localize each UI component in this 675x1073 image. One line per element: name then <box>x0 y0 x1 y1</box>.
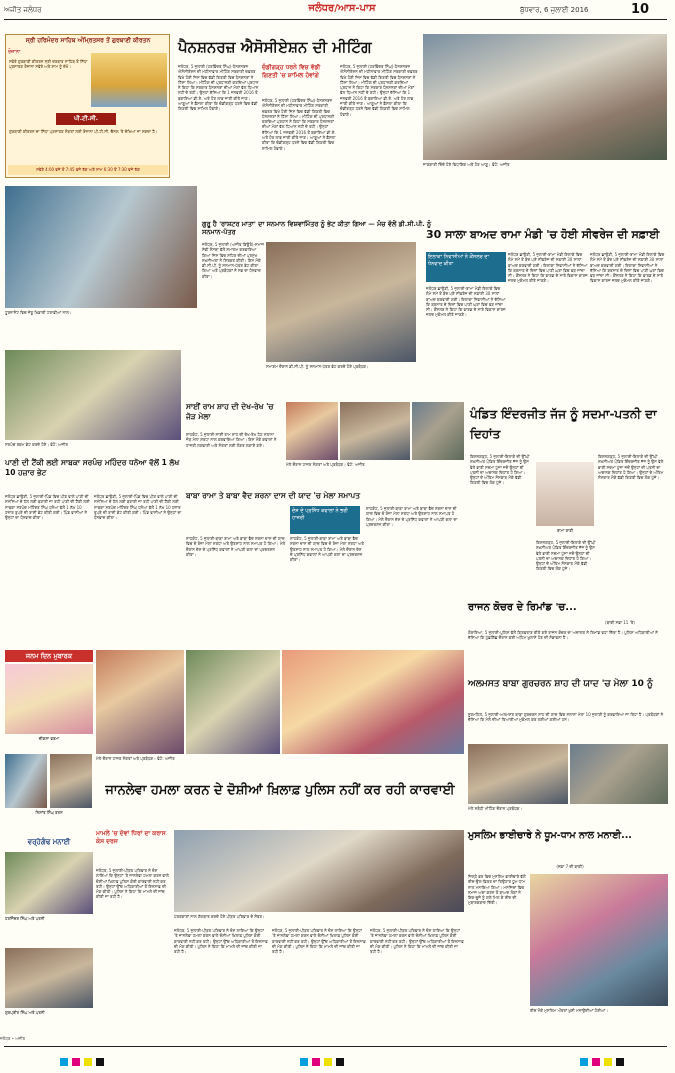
story10-caption: ਪੱਤਰਕਾਰਾਂ ਨਾਲ ਗੱਲਬਾਤ ਕਰਦੇ ਹੋਏ ਪੀੜਤ ਪਰਿਵਾਰ ਦੇ ਮੈਂਬਰ। <box>174 914 265 919</box>
story6-body-col1: ਸ਼ਾਹਕੋਟ, 5 ਜੁਲਾਈ-ਬਾਬਾ ਰਾਮਾ ਅਤੇ ਬਾਬਾ ਵੈਦ ਸ਼ਰਨਾ ਦਾਸ ਦੀ ਯਾਦ ਵਿਚ ਦੋ ਰੋਜ਼ਾ ਮੇਲਾ ਸ਼ਰਧਾ ਅਤੇ ਉਤਸ਼ਾਹ ਨਾਲ ਸਮਾਪਤ ਹੋ ਗਿਆ। ਮੇਲੇ ਦੌਰਾਨ ਦੇਸ਼ ਦੇ ਪ੍ਰਸਿੱਧ ਕਵਾਲਾਂ ਨੇ ਆਪਣੀ ਕਲਾ ਦਾ ਪ੍ਰਦਰਸ਼ਨ ਕੀਤਾ। <box>186 536 287 557</box>
story6-photo-2 <box>340 402 410 460</box>
story1-photo <box>423 34 667 160</box>
story2-caption: ਸਮਾਗਮ ਦੌਰਾਨ ਡੀ.ਸੀ.ਪੀ. ਨੂੰ ਸਨਮਾਨ-ਪੱਤਰ ਭੇਟ ਕਰਦੇ ਹੋਏ ਪ੍ਰਬੰਧਕ। <box>266 364 369 369</box>
side-footer: ਜਲੰਧਰ • ਅਜੀਤ <box>0 1036 26 1041</box>
story7-photo-caption: ਰਾਮਾ ਰਾਣੀ <box>536 528 594 536</box>
tennis-caption: ਟੂਰਨਾਮੈਂਟ ਵਿਚ ਜੇਤੂ ਖਿਡਾਰੀ ਟਰਾਫ਼ੀਆਂ ਨਾਲ। <box>5 310 72 315</box>
birthday-caption-1: ਦੀਕਸ਼ਾ ਵਰਮਾ <box>5 736 93 746</box>
reg-yellow-2 <box>324 1058 332 1066</box>
reg-magenta <box>72 1058 80 1066</box>
almast-photo-2 <box>570 744 668 804</box>
kirtan-text-1: ਸਵੇਰੇ ਗੁਰਬਾਣੀ ਕੀਰਤਨ ਸ੍ਰੀ ਦਰਬਾਰ ਸਾਹਿਬ ਤੋਂ ਸਿੱਧਾ ਪ੍ਰਸਾਰਣ ਰੋਜ਼ਾਨਾ ਸਵੇਰੇ ਅਤੇ ਸ਼ਾਮ ਨੂੰ ਦੇਖੋ। <box>9 59 89 70</box>
golden-temple-image <box>91 53 167 107</box>
story3-headline: 30 ਸਾਲਾ ਬਾਅਦ ਰਾਮਾ ਮੰਡੀ 'ਚ ਹੋਈ ਸੀਵਰੇਜ ਦੀ ਸਫ਼ਾਈ <box>426 228 660 241</box>
anniversary-caption-2: ਗੁਰਪ੍ਰੀਤ ਸਿੰਘ ਅਤੇ ਪਤਨੀ <box>5 1010 93 1034</box>
header-section-title: ਜਲੰਧਰ/ਆਸ-ਪਾਸ <box>308 3 376 14</box>
kirtan-sub: ਰੋਜ਼ਾਨਾ <box>8 49 21 55</box>
birthday-photo-2a <box>5 754 47 808</box>
almast-photo-1 <box>468 744 568 804</box>
birthday-caption-2: ਨਿਸ਼ਾਂਤ ਸਿੰਘ ਰਤਨ <box>5 810 93 822</box>
mela-strip-caption: ਮੇਲੇ ਦੌਰਾਨ ਹਾਜ਼ਰ ਸੰਗਤਾਂ ਅਤੇ ਪ੍ਰਬੰਧਕ। ਫੋਟੋ: ਅਜੀਤ <box>96 756 175 761</box>
eid-sub: (ਸਫ਼ਾ 7 ਦੀ ਬਾਕੀ) <box>556 864 584 869</box>
story6-caption: ਮੇਲੇ ਦੌਰਾਨ ਹਾਜ਼ਰ ਸੰਗਤਾਂ ਅਤੇ ਪ੍ਰਬੰਧਕ। ਫੋਟੋ: ਅਜੀਤ <box>286 462 365 467</box>
birthday-title: ਜਨਮ ਦਿਨ ਮੁਬਾਰਕ <box>5 650 93 662</box>
story1-body-col1: ਜਲੰਧਰ, 5 ਜੁਲਾਈ (ਹਰਵਿੰਦਰ ਸਿੰਘ)-ਪੈਨਸ਼ਨਰਜ਼ ਐਸੋਸੀਏਸ਼ਨ ਦੀ ਮਹੀਨਾਵਾਰ ਮੀਟਿੰਗ ਸਰਕਾਰੀ ਦਫ਼ਤਰ ਵਿਖੇ ਹੋਈ ਜਿਸ ਵਿਚ ਵੱਡੀ ਗਿਣਤੀ ਵਿਚ ਪੈਨਸ਼ਨਰਾਂ ਨੇ ਹਿੱਸਾ ਲਿਆ। ਮੀਟਿੰਗ ਦੀ ਪ੍ਰਧਾਨਗੀ ਕਰਦਿਆਂ ਪ੍ਰਧਾਨ ਨੇ ਕਿਹਾ ਕਿ ਸਰਕਾਰ ਪੈਨਸ਼ਨਰਾਂ ਦੀਆਂ ਮੰਗਾਂ ਵੱਲ ਧਿਆਨ ਨਹੀਂ ਦੇ ਰਹੀ। ਉਨ੍ਹਾਂ ਦੱਸਿਆ ਕਿ 1 ਜਨਵਰੀ 2016 ਤੋਂ ਬਕਾਇਆ ਡੀ.ਏ. ਅਤੇ ਹੋਰ ਲਾਭ ਜਾਰੀ ਕੀਤੇ ਜਾਣ। ਆਗੂਆਂ ਨੇ ਫ਼ੈਸਲਾ ਕੀਤਾ ਕਿ ਚੰਡੀਗੜ੍ਹ ਧਰਨੇ ਵਿਚ ਵੱਡੀ ਗਿਣਤੀ ਵਿਚ ਸ਼ਾਮਿਲ ਹੋਵਾਂਗੇ। <box>178 64 260 112</box>
reg-yellow <box>84 1058 92 1066</box>
story6-sub: ਦੇਸ਼ ਦੇ ਪ੍ਰਸਿੱਧ ਕਵਾਲਾਂ ਨੇ ਭਰੀ ਹਾਜ਼ਰੀ <box>290 506 360 534</box>
story7-body-col1: ਕਿਸ਼ਨਗੜ੍ਹ, 5 ਜੁਲਾਈ-ਇਲਾਕੇ ਦੀ ਉੱਘੀ ਸ਼ਖ਼ਸੀਅਤ ਪੰਡਿਤ ਇੰਦਰਜੀਤ ਜੱਜ ਨੂੰ ਉਸ ਵੇਲੇ ਭਾਰੀ ਸਦਮਾ ਪੁੱਜਾ ਜਦੋਂ ਉਨ੍ਹਾਂ ਦੀ ਪਤਨੀ ਦਾ ਅਚਾਨਕ ਦਿਹਾਂਤ ਹੋ ਗਿਆ। ਉਨ੍ਹਾਂ ਦੇ ਅੰਤਿਮ ਸੰਸਕਾਰ ਮੌਕੇ ਵੱਡੀ ਗਿਣਤੀ ਵਿਚ ਲੋਕ ਪੁੱਜੇ। <box>470 454 531 486</box>
anniversary-caption-1: ਹਰਜਿੰਦਰ ਸਿੰਘ ਅਤੇ ਪਤਨੀ <box>5 916 93 938</box>
story4-caption: ਸਰਪੰਚ ਰਕਮ ਭੇਟ ਕਰਦੇ ਹੋਏ। ਫੋਟੋ: ਅਜੀਤ <box>5 442 68 447</box>
story3-body-col1: ਜਲੰਧਰ ਛਾਉਣੀ, 5 ਜੁਲਾਈ-ਰਾਮਾ ਮੰਡੀ ਇਲਾਕੇ ਵਿਚ ਲੰਮੇ ਸਮੇਂ ਤੋਂ ਬੰਦ ਪਏ ਸੀਵਰੇਜ ਦੀ ਸਫ਼ਾਈ 30 ਸਾਲਾਂ ਬਾਅਦ ਕਰਵਾਈ ਗਈ। ਇਲਾਕਾ ਨਿਵਾਸੀਆਂ ਨੇ ਦੱਸਿਆ ਕਿ ਬਰਸਾਤ ਦੇ ਦਿਨਾਂ ਵਿਚ ਪਾਣੀ ਘਰਾਂ ਵਿਚ ਵੜ ਜਾਂਦਾ ਸੀ। ਕੌਂਸਲਰ ਨੇ ਕਿਹਾ ਕਿ ਵਾਰਡ ਦੇ ਸਾਰੇ ਵਿਕਾਸ ਕਾਰਜ ਜਲਦ ਮੁਕੰਮਲ ਕੀਤੇ ਜਾਣਗੇ। <box>426 286 507 318</box>
story3-body-col3: ਜਲੰਧਰ ਛਾਉਣੀ, 5 ਜੁਲਾਈ-ਰਾਮਾ ਮੰਡੀ ਇਲਾਕੇ ਵਿਚ ਲੰਮੇ ਸਮੇਂ ਤੋਂ ਬੰਦ ਪਏ ਸੀਵਰੇਜ ਦੀ ਸਫ਼ਾਈ 30 ਸਾਲਾਂ ਬਾਅਦ ਕਰਵਾਈ ਗਈ। ਇਲਾਕਾ ਨਿਵਾਸੀਆਂ ਨੇ ਦੱਸਿਆ ਕਿ ਬਰਸਾਤ ਦੇ ਦਿਨਾਂ ਵਿਚ ਪਾਣੀ ਘਰਾਂ ਵਿਚ ਵੜ ਜਾਂਦਾ ਸੀ। ਕੌਂਸਲਰ ਨੇ ਕਿਹਾ ਕਿ ਵਾਰਡ ਦੇ ਸਾਰੇ ਵਿਕਾਸ ਕਾਰਜ ਜਲਦ ਮੁਕੰਮਲ ਕੀਤੇ ਜਾਣਗੇ। <box>590 252 666 284</box>
reg-magenta-2 <box>312 1058 320 1066</box>
ptc-label: ਪੀ.ਟੀ.ਸੀ. <box>74 115 98 122</box>
tennis-photo <box>5 186 197 308</box>
story1-body-col3: ਜਲੰਧਰ, 5 ਜੁਲਾਈ (ਹਰਵਿੰਦਰ ਸਿੰਘ)-ਪੈਨਸ਼ਨਰਜ਼ ਐਸੋਸੀਏਸ਼ਨ ਦੀ ਮਹੀਨਾਵਾਰ ਮੀਟਿੰਗ ਸਰਕਾਰੀ ਦਫ਼ਤਰ ਵਿਖੇ ਹੋਈ ਜਿਸ ਵਿਚ ਵੱਡੀ ਗਿਣਤੀ ਵਿਚ ਪੈਨਸ਼ਨਰਾਂ ਨੇ ਹਿੱਸਾ ਲਿਆ। ਮੀਟਿੰਗ ਦੀ ਪ੍ਰਧਾਨਗੀ ਕਰਦਿਆਂ ਪ੍ਰਧਾਨ ਨੇ ਕਿਹਾ ਕਿ ਸਰਕਾਰ ਪੈਨਸ਼ਨਰਾਂ ਦੀਆਂ ਮੰਗਾਂ ਵੱਲ ਧਿਆਨ ਨਹੀਂ ਦੇ ਰਹੀ। ਉਨ੍ਹਾਂ ਦੱਸਿਆ ਕਿ 1 ਜਨਵਰੀ 2016 ਤੋਂ ਬਕਾਇਆ ਡੀ.ਏ. ਅਤੇ ਹੋਰ ਲਾਭ ਜਾਰੀ ਕੀਤੇ ਜਾਣ। ਆਗੂਆਂ ਨੇ ਫ਼ੈਸਲਾ ਕੀਤਾ ਕਿ ਚੰਡੀਗੜ੍ਹ ਧਰਨੇ ਵਿਚ ਵੱਡੀ ਗਿਣਤੀ ਵਿਚ ਸ਼ਾਮਿਲ ਹੋਵਾਂਗੇ। <box>340 64 419 117</box>
story10-body-col2: ਜਲੰਧਰ, 5 ਜੁਲਾਈ-ਪੀੜਤ ਪਰਿਵਾਰ ਨੇ ਦੋਸ਼ ਲਾਇਆ ਕਿ ਉਨ੍ਹਾਂ 'ਤੇ ਜਾਨਲੇਵਾ ਹਮਲਾ ਕਰਨ ਵਾਲੇ ਦੋਸ਼ੀਆਂ ਖ਼ਿਲਾਫ਼ ਪੁਲਿਸ ਕੋਈ ਕਾਰਵਾਈ ਨਹੀਂ ਕਰ ਰਹੀ। ਉਨ੍ਹਾਂ ਉੱਚ ਅਧਿਕਾਰੀਆਂ ਤੋਂ ਇਨਸਾਫ਼ ਦੀ ਮੰਗ ਕੀਤੀ। ਪੁਲਿਸ ਨੇ ਕਿਹਾ ਕਿ ਮਾਮਲੇ ਦੀ ਜਾਂਚ ਕੀਤੀ ਜਾ ਰਹੀ ਹੈ। <box>174 928 269 955</box>
kirtan-text-2: ਗੁਰਬਾਣੀ ਕੀਰਤਨ ਦਾ ਸਿੱਧਾ ਪ੍ਰਸਾਰਣ ਸੰਗਤਾਂ ਲਈ ਰੋਜ਼ਾਨਾ ਪੀ.ਟੀ.ਸੀ. ਚੈਨਲ 'ਤੇ ਦੇਖਿਆ ਜਾ ਸਕਦਾ ਹੈ। <box>9 129 158 134</box>
header-rule <box>4 19 667 20</box>
story7-body-col2: ਕਿਸ਼ਨਗੜ੍ਹ, 5 ਜੁਲਾਈ-ਇਲਾਕੇ ਦੀ ਉੱਘੀ ਸ਼ਖ਼ਸੀਅਤ ਪੰਡਿਤ ਇੰਦਰਜੀਤ ਜੱਜ ਨੂੰ ਉਸ ਵੇਲੇ ਭਾਰੀ ਸਦਮਾ ਪੁੱਜਾ ਜਦੋਂ ਉਨ੍ਹਾਂ ਦੀ ਪਤਨੀ ਦਾ ਅਚਾਨਕ ਦਿਹਾਂਤ ਹੋ ਗਿਆ। ਉਨ੍ਹਾਂ ਦੇ ਅੰਤਿਮ ਸੰਸਕਾਰ ਮੌਕੇ ਵੱਡੀ ਗਿਣਤੀ ਵਿਚ ਲੋਕ ਪੁੱਜੇ। <box>598 454 665 481</box>
story7-portrait <box>536 462 594 526</box>
ptc-badge <box>56 113 116 125</box>
kirtan-box <box>5 34 170 178</box>
story10-body-col1: ਜਲੰਧਰ, 5 ਜੁਲਾਈ-ਪੀੜਤ ਪਰਿਵਾਰ ਨੇ ਦੋਸ਼ ਲਾਇਆ ਕਿ ਉਨ੍ਹਾਂ 'ਤੇ ਜਾਨਲੇਵਾ ਹਮਲਾ ਕਰਨ ਵਾਲੇ ਦੋਸ਼ੀਆਂ ਖ਼ਿਲਾਫ਼ ਪੁਲਿਸ ਕੋਈ ਕਾਰਵਾਈ ਨਹੀਂ ਕਰ ਰਹੀ। ਉਨ੍ਹਾਂ ਉੱਚ ਅਧਿਕਾਰੀਆਂ ਤੋਂ ਇਨਸਾਫ਼ ਦੀ ਮੰਗ ਕੀਤੀ। ਪੁਲਿਸ ਨੇ ਕਿਹਾ ਕਿ ਮਾਮਲੇ ਦੀ ਜਾਂਚ ਕੀਤੀ ਜਾ ਰਹੀ ਹੈ। <box>96 868 171 900</box>
kirtan-title: ਸ੍ਰੀ ਹਰਿਮੰਦਰ ਸਾਹਿਬ ਅੰਮ੍ਰਿਤਸਰ ਤੋਂ ਗੁਰਬਾਣੀ ਕੀਰਤਨ <box>25 37 151 44</box>
anniversary-photo-1 <box>5 852 93 914</box>
mela-photo-3 <box>282 650 464 754</box>
story10-body-col4: ਜਲੰਧਰ, 5 ਜੁਲਾਈ-ਪੀੜਤ ਪਰਿਵਾਰ ਨੇ ਦੋਸ਼ ਲਾਇਆ ਕਿ ਉਨ੍ਹਾਂ 'ਤੇ ਜਾਨਲੇਵਾ ਹਮਲਾ ਕਰਨ ਵਾਲੇ ਦੋਸ਼ੀਆਂ ਖ਼ਿਲਾਫ਼ ਪੁਲਿਸ ਕੋਈ ਕਾਰਵਾਈ ਨਹੀਂ ਕਰ ਰਹੀ। ਉਨ੍ਹਾਂ ਉੱਚ ਅਧਿਕਾਰੀਆਂ ਤੋਂ ਇਨਸਾਫ਼ ਦੀ ਮੰਗ ਕੀਤੀ। ਪੁਲਿਸ ਨੇ ਕਿਹਾ ਕਿ ਮਾਮਲੇ ਦੀ ਜਾਂਚ ਕੀਤੀ ਜਾ ਰਹੀ ਹੈ। <box>370 928 465 955</box>
almast-caption: ਮੇਲੇ ਸਬੰਧੀ ਮੀਟਿੰਗ ਦੌਰਾਨ ਪ੍ਰਬੰਧਕ। <box>468 806 523 811</box>
story6-photo-1 <box>286 402 338 460</box>
mela-photo-2 <box>186 650 280 754</box>
eid-body: ਜ਼ਿਲ੍ਹੇ ਭਰ ਵਿਚ ਮੁਸਲਿਮ ਭਾਈਚਾਰੇ ਵੱਲੋਂ ਈਦ-ਉਲ-ਫ਼ਿਤਰ ਦਾ ਤਿਉਹਾਰ ਧੂਮ-ਧਾਮ ਨਾਲ ਮਨਾਇਆ ਗਿਆ। ਮਸਜਿਦਾਂ ਵਿਚ ਨਮਾਜ਼ ਅਦਾ ਕਰਨ ਤੋਂ ਬਾਅਦ ਲੋਕਾਂ ਨੇ ਇਕ-ਦੂਜੇ ਨੂੰ ਗਲੇ ਮਿਲ ਕੇ ਈਦ ਦੀ ਮੁਬਾਰਕਬਾਦ ਦਿੱਤੀ। <box>468 874 527 906</box>
story6-body-col2: ਸ਼ਾਹਕੋਟ, 5 ਜੁਲਾਈ-ਬਾਬਾ ਰਾਮਾ ਅਤੇ ਬਾਬਾ ਵੈਦ ਸ਼ਰਨਾ ਦਾਸ ਦੀ ਯਾਦ ਵਿਚ ਦੋ ਰੋਜ਼ਾ ਮੇਲਾ ਸ਼ਰਧਾ ਅਤੇ ਉਤਸ਼ਾਹ ਨਾਲ ਸਮਾਪਤ ਹੋ ਗਿਆ। ਮੇਲੇ ਦੌਰਾਨ ਦੇਸ਼ ਦੇ ਪ੍ਰਸਿੱਧ ਕਵਾਲਾਂ ਨੇ ਆਪਣੀ ਕਲਾ ਦਾ ਪ੍ਰਦਰਸ਼ਨ ਕੀਤਾ। <box>290 536 366 563</box>
story10-sub-red: ਮਾਮਲੇ 'ਚ ਦੋਵਾਂ ਧਿਰਾਂ ਦਾ ਕਰਾਸ ਕੇਸ ਦਰਜ <box>96 830 166 845</box>
eid-headline: ਮੁਸਲਿਮ ਭਾਈਚਾਰੇ ਨੇ ਧੂਮ-ਧਾਮ ਨਾਲ ਮਨਾਈ... <box>468 830 632 841</box>
story1-headline: ਪੈਨਸ਼ਨਰਜ਼ ਐਸੋਸੀਏਸ਼ਨ ਦੀ ਮੀਟਿੰਗ <box>178 38 372 56</box>
reg-magenta-3 <box>592 1058 600 1066</box>
reg-yellow-3 <box>604 1058 612 1066</box>
story1-sub-red: ਚੰਡੀਗੜ੍ਹ ਧਰਨੇ ਵਿਚ ਵੱਡੀ ਗਿਣਤੀ 'ਚ ਸ਼ਾਮਿਲ ਹੋਵਾਂਗੇ <box>262 64 321 79</box>
reg-cyan <box>60 1058 68 1066</box>
story8-body: ਗੋਰਾਇਆ, 5 ਜੁਲਾਈ-ਪੁਲਿਸ ਵੱਲੋਂ ਗ੍ਰਿਫ਼ਤਾਰ ਕੀਤੇ ਗਏ ਰਾਜਨ ਕੋਚਰ ਦਾ ਅਦਾਲਤ ਨੇ ਰਿਮਾਂਡ ਵਧਾ ਦਿੱਤਾ ਹੈ। ਪੁਲਿਸ ਅਧਿਕਾਰੀਆਂ ਨੇ ਦੱਸਿਆ ਕਿ ਪੁੱਛਗਿੱਛ ਦੌਰਾਨ ਕਈ ਅਹਿਮ ਖ਼ੁਲਾਸੇ ਹੋਣ ਦੀ ਸੰਭਾਵਨਾ ਹੈ। <box>468 630 659 641</box>
kirtan-footer: ਸਵੇਰੇ 4:00 ਵਜੇ ਤੋਂ 7:45 ਵਜੇ ਤੱਕ ਅਤੇ ਸ਼ਾਮ 6:30 ਤੋਂ 7:30 ਵਜੇ ਤੱਕ <box>8 165 168 175</box>
header-left: ਅਜੀਤ ਜਲੰਧਰ <box>4 6 42 14</box>
story7-headline: ਪੰਡਿਤ ਇੰਦਰਜੀਤ ਜੱਜ ਨੂੰ ਸਦਮਾ-ਪਤਨੀ ਦਾ ਦਿਹਾਂਤ <box>470 407 657 441</box>
story2-photo <box>266 242 416 362</box>
story6-photo-3 <box>412 402 464 460</box>
page-header <box>0 0 675 20</box>
story2-headline: ਗੁਰੂ ਹੈ 'ਰਾਸ਼ਟਰ ਮਾਤਾ' ਦਾ ਸਨਮਾਨ ਵਿਸ਼ਵਾਮਿੱਤਰ ਨੂੰ ਭੇਟ ਕੀਤਾ ਗਿਆ — ਮੰਚ ਵੱਲੋਂ ਡੀ.ਸੀ.ਪੀ. ਨੂੰ ਸਨਮਾਨ-ਪੱਤਰ <box>202 220 432 236</box>
anniversary-title: ਵਰ੍ਹੇਗੰਢ ਮਨਾਈ <box>27 838 71 846</box>
story7-body-col3: ਕਿਸ਼ਨਗੜ੍ਹ, 5 ਜੁਲਾਈ-ਇਲਾਕੇ ਦੀ ਉੱਘੀ ਸ਼ਖ਼ਸੀਅਤ ਪੰਡਿਤ ਇੰਦਰਜੀਤ ਜੱਜ ਨੂੰ ਉਸ ਵੇਲੇ ਭਾਰੀ ਸਦਮਾ ਪੁੱਜਾ ਜਦੋਂ ਉਨ੍ਹਾਂ ਦੀ ਪਤਨੀ ਦਾ ਅਚਾਨਕ ਦਿਹਾਂਤ ਹੋ ਗਿਆ। ਉਨ੍ਹਾਂ ਦੇ ਅੰਤਿਮ ਸੰਸਕਾਰ ਮੌਕੇ ਵੱਡੀ ਗਿਣਤੀ ਵਿਚ ਲੋਕ ਪੁੱਜੇ। <box>536 540 597 572</box>
almast-body: ਨੂਰਮਹਿਲ, 5 ਜੁਲਾਈ-ਅਲਮਸਤ ਬਾਬਾ ਗੁਰਚਰਨ ਸ਼ਾਹ ਦੀ ਯਾਦ ਵਿਚ ਸਲਾਨਾ ਮੇਲਾ 10 ਜੁਲਾਈ ਨੂੰ ਕਰਵਾਇਆ ਜਾ ਰਿਹਾ ਹੈ। ਪ੍ਰਬੰਧਕਾਂ ਨੇ ਦੱਸਿਆ ਕਿ ਮੇਲੇ ਦੀਆਂ ਤਿਆਰੀਆਂ ਮੁਕੰਮਲ ਕਰ ਲਈਆਂ ਗਈਆਂ ਹਨ। <box>468 712 665 723</box>
anniversary-photo-2 <box>5 948 93 1008</box>
bottom-rule <box>4 1046 667 1047</box>
page-number: 10 <box>630 2 650 17</box>
story8-sub: (ਬਾਕੀ ਸਫ਼ਾ 11 'ਤੇ) <box>605 620 635 625</box>
reg-black-2 <box>336 1058 344 1066</box>
story3-body-col2: ਜਲੰਧਰ ਛਾਉਣੀ, 5 ਜੁਲਾਈ-ਰਾਮਾ ਮੰਡੀ ਇਲਾਕੇ ਵਿਚ ਲੰਮੇ ਸਮੇਂ ਤੋਂ ਬੰਦ ਪਏ ਸੀਵਰੇਜ ਦੀ ਸਫ਼ਾਈ 30 ਸਾਲਾਂ ਬਾਅਦ ਕਰਵਾਈ ਗਈ। ਇਲਾਕਾ ਨਿਵਾਸੀਆਂ ਨੇ ਦੱਸਿਆ ਕਿ ਬਰਸਾਤ ਦੇ ਦਿਨਾਂ ਵਿਚ ਪਾਣੀ ਘਰਾਂ ਵਿਚ ਵੜ ਜਾਂਦਾ ਸੀ। ਕੌਂਸਲਰ ਨੇ ਕਿਹਾ ਕਿ ਵਾਰਡ ਦੇ ਸਾਰੇ ਵਿਕਾਸ ਕਾਰਜ ਜਲਦ ਮੁਕੰਮਲ ਕੀਤੇ ਜਾਣਗੇ। <box>508 252 589 284</box>
eid-caption: ਈਦ ਮੌਕੇ ਮੁਸਲਿਮ ਔਰਤਾਂ ਖ਼ੁਸ਼ੀ ਮਨਾਉਂਦੀਆਂ ਹੋਈਆਂ। <box>530 1008 608 1013</box>
story5-headline: ਸਾਈਂ ਰਾਮ ਸ਼ਾਹ ਦੀ ਦੇਖ-ਰੇਖ 'ਚ ਜੋੜ ਮੇਲਾ <box>186 402 274 421</box>
story1-photo-caption: ਜਾਣਕਾਰੀ ਦਿੰਦੇ ਹੋਏ ਵਿਧਾਇਕ ਅਤੇ ਹੋਰ ਆਗੂ। ਫੋਟੋ: ਅਜੀਤ <box>423 162 510 167</box>
story3-sub: ਇਲਾਕਾ ਨਿਵਾਸੀਆਂ ਨੇ ਕੌਂਸਲਰ ਦਾ ਧੰਨਵਾਦ ਕੀਤਾ <box>426 252 506 282</box>
story4-body-col2: ਜਲੰਧਰ ਛਾਉਣੀ, 5 ਜੁਲਾਈ-ਪਿੰਡ ਵਿਚ ਪੀਣ ਵਾਲੇ ਪਾਣੀ ਦੀ ਸਮੱਸਿਆ ਦੇ ਹੱਲ ਲਈ ਬਣਾਈ ਜਾ ਰਹੀ ਪਾਣੀ ਦੀ ਟੈਂਕੀ ਲਈ ਸਾਬਕਾ ਸਰਪੰਚ ਮਹਿੰਦਰ ਸਿੰਘ ਧਨੋਆ ਵੱਲੋਂ 1 ਲੱਖ 10 ਹਜ਼ਾਰ ਰੁਪਏ ਦੀ ਰਾਸ਼ੀ ਭੇਟ ਕੀਤੀ ਗਈ। ਪਿੰਡ ਵਾਸੀਆਂ ਨੇ ਉਨ੍ਹਾਂ ਦਾ ਧੰਨਵਾਦ ਕੀਤਾ। <box>94 494 183 521</box>
story4-body-col1: ਜਲੰਧਰ ਛਾਉਣੀ, 5 ਜੁਲਾਈ-ਪਿੰਡ ਵਿਚ ਪੀਣ ਵਾਲੇ ਪਾਣੀ ਦੀ ਸਮੱਸਿਆ ਦੇ ਹੱਲ ਲਈ ਬਣਾਈ ਜਾ ਰਹੀ ਪਾਣੀ ਦੀ ਟੈਂਕੀ ਲਈ ਸਾਬਕਾ ਸਰਪੰਚ ਮਹਿੰਦਰ ਸਿੰਘ ਧਨੋਆ ਵੱਲੋਂ 1 ਲੱਖ 10 ਹਜ਼ਾਰ ਰੁਪਏ ਦੀ ਰਾਸ਼ੀ ਭੇਟ ਕੀਤੀ ਗਈ। ਪਿੰਡ ਵਾਸੀਆਂ ਨੇ ਉਨ੍ਹਾਂ ਦਾ ਧੰਨਵਾਦ ਕੀਤਾ। <box>5 494 91 521</box>
reg-cyan-2 <box>300 1058 308 1066</box>
mela-photo-1 <box>96 650 184 754</box>
almast-headline: ਅਲਮਸਤ ਬਾਬਾ ਗੁਰਚਰਨ ਸ਼ਾਹ ਦੀ ਯਾਦ 'ਚ ਮੇਲਾ 10 ਨੂੰ <box>468 679 653 689</box>
eid-photo <box>530 874 668 1006</box>
story1-body-col2: ਜਲੰਧਰ, 5 ਜੁਲਾਈ (ਹਰਵਿੰਦਰ ਸਿੰਘ)-ਪੈਨਸ਼ਨਰਜ਼ ਐਸੋਸੀਏਸ਼ਨ ਦੀ ਮਹੀਨਾਵਾਰ ਮੀਟਿੰਗ ਸਰਕਾਰੀ ਦਫ਼ਤਰ ਵਿਖੇ ਹੋਈ ਜਿਸ ਵਿਚ ਵੱਡੀ ਗਿਣਤੀ ਵਿਚ ਪੈਨਸ਼ਨਰਾਂ ਨੇ ਹਿੱਸਾ ਲਿਆ। ਮੀਟਿੰਗ ਦੀ ਪ੍ਰਧਾਨਗੀ ਕਰਦਿਆਂ ਪ੍ਰਧਾਨ ਨੇ ਕਿਹਾ ਕਿ ਸਰਕਾਰ ਪੈਨਸ਼ਨਰਾਂ ਦੀਆਂ ਮੰਗਾਂ ਵੱਲ ਧਿਆਨ ਨਹੀਂ ਦੇ ਰਹੀ। ਉਨ੍ਹਾਂ ਦੱਸਿਆ ਕਿ 1 ਜਨਵਰੀ 2016 ਤੋਂ ਬਕਾਇਆ ਡੀ.ਏ. ਅਤੇ ਹੋਰ ਲਾਭ ਜਾਰੀ ਕੀਤੇ ਜਾਣ। ਆਗੂਆਂ ਨੇ ਫ਼ੈਸਲਾ ਕੀਤਾ ਕਿ ਚੰਡੀਗੜ੍ਹ ਧਰਨੇ ਵਿਚ ਵੱਡੀ ਗਿਣਤੀ ਵਿਚ ਸ਼ਾਮਿਲ ਹੋਵਾਂਗੇ। <box>262 98 337 151</box>
birthday-photo-2b <box>50 754 92 808</box>
story6-headline: ਬਾਬਾ ਰਾਮਾ ਤੇ ਬਾਬਾ ਵੈਦ ਸ਼ਰਨਾ ਦਾਸ ਦੀ ਯਾਦ 'ਚ ਮੇਲਾ ਸਮਾਪਤ <box>186 491 360 500</box>
registration-bar <box>0 1055 675 1069</box>
reg-cyan-3 <box>580 1058 588 1066</box>
story4-headline: ਪਾਣੀ ਦੀ ਟੈਂਕੀ ਲਈ ਸਾਬਕਾ ਸਰਪੰਚ ਮਹਿੰਦਰ ਧਨੋਆ ਵੱਲੋਂ 1 ਲੱਖ 10 ਹਜ਼ਾਰ ਭੇਟ <box>5 458 180 477</box>
story4-photo <box>5 350 181 440</box>
story2-body: ਜਲੰਧਰ, 5 ਜੁਲਾਈ (ਅਜੀਤ ਬਿਊਰੋ)-ਸਮਾਜ ਸੇਵੀ ਸੰਸਥਾ ਵੱਲੋਂ ਸਮਾਗਮ ਕਰਵਾਇਆ ਗਿਆ ਜਿਸ ਵਿਚ ਸ਼ਹਿਰ ਦੀਆਂ ਪ੍ਰਮੁੱਖ ਸ਼ਖ਼ਸੀਅਤਾਂ ਨੇ ਸ਼ਿਰਕਤ ਕੀਤੀ। ਇਸ ਮੌਕੇ ਡੀ.ਸੀ.ਪੀ. ਨੂੰ ਸਨਮਾਨ-ਪੱਤਰ ਭੇਟ ਕੀਤਾ ਗਿਆ ਅਤੇ ਪ੍ਰਬੰਧਕਾਂ ਨੇ ਸਭ ਦਾ ਧੰਨਵਾਦ ਕੀਤਾ। <box>202 242 266 279</box>
story10-photo <box>174 830 464 912</box>
story5-body: ਸ਼ਾਹਕੋਟ, 5 ਜੁਲਾਈ-ਸਾਈਂ ਰਾਮ ਸ਼ਾਹ ਦੀ ਦੇਖ-ਰੇਖ ਹੇਠ ਸਲਾਨਾ ਜੋੜ ਮੇਲਾ ਸ਼ਰਧਾ ਨਾਲ ਕਰਵਾਇਆ ਗਿਆ। ਇਸ ਮੌਕੇ ਕਵਾਲਾਂ ਨੇ ਹਾਜ਼ਰੀ ਲਗਵਾਈ ਅਤੇ ਸੰਗਤਾਂ ਲਈ ਲੰਗਰ ਲਗਾਏ ਗਏ। <box>186 432 278 448</box>
story10-body-col3: ਜਲੰਧਰ, 5 ਜੁਲਾਈ-ਪੀੜਤ ਪਰਿਵਾਰ ਨੇ ਦੋਸ਼ ਲਾਇਆ ਕਿ ਉਨ੍ਹਾਂ 'ਤੇ ਜਾਨਲੇਵਾ ਹਮਲਾ ਕਰਨ ਵਾਲੇ ਦੋਸ਼ੀਆਂ ਖ਼ਿਲਾਫ਼ ਪੁਲਿਸ ਕੋਈ ਕਾਰਵਾਈ ਨਹੀਂ ਕਰ ਰਹੀ। ਉਨ੍ਹਾਂ ਉੱਚ ਅਧਿਕਾਰੀਆਂ ਤੋਂ ਇਨਸਾਫ਼ ਦੀ ਮੰਗ ਕੀਤੀ। ਪੁਲਿਸ ਨੇ ਕਿਹਾ ਕਿ ਮਾਮਲੇ ਦੀ ਜਾਂਚ ਕੀਤੀ ਜਾ ਰਹੀ ਹੈ। <box>272 928 367 955</box>
header-date: ਬੁੱਧਵਾਰ, 6 ਜੁਲਾਈ 2016 <box>520 6 589 14</box>
story6-body-col3: ਸ਼ਾਹਕੋਟ, 5 ਜੁਲਾਈ-ਬਾਬਾ ਰਾਮਾ ਅਤੇ ਬਾਬਾ ਵੈਦ ਸ਼ਰਨਾ ਦਾਸ ਦੀ ਯਾਦ ਵਿਚ ਦੋ ਰੋਜ਼ਾ ਮੇਲਾ ਸ਼ਰਧਾ ਅਤੇ ਉਤਸ਼ਾਹ ਨਾਲ ਸਮਾਪਤ ਹੋ ਗਿਆ। ਮੇਲੇ ਦੌਰਾਨ ਦੇਸ਼ ਦੇ ਪ੍ਰਸਿੱਧ ਕਵਾਲਾਂ ਨੇ ਆਪਣੀ ਕਲਾ ਦਾ ਪ੍ਰਦਰਸ਼ਨ ਕੀਤਾ। <box>366 506 459 527</box>
reg-black <box>96 1058 104 1066</box>
reg-black-3 <box>616 1058 624 1066</box>
story8-headline: ਰਾਜਨ ਕੋਚਰ ਦੇ ਰਿਮਾਂਡ 'ਚ... <box>468 602 577 613</box>
story10-headline: ਜਾਨਲੇਵਾ ਹਮਲਾ ਕਰਨ ਦੇ ਦੋਸ਼ੀਆਂ ਖ਼ਿਲਾਫ਼ ਪੁਲਿਸ ਨਹੀਂ ਕਰ ਰਹੀ ਕਾਰਵਾਈ <box>105 783 455 798</box>
birthday-photo-1 <box>5 664 93 734</box>
